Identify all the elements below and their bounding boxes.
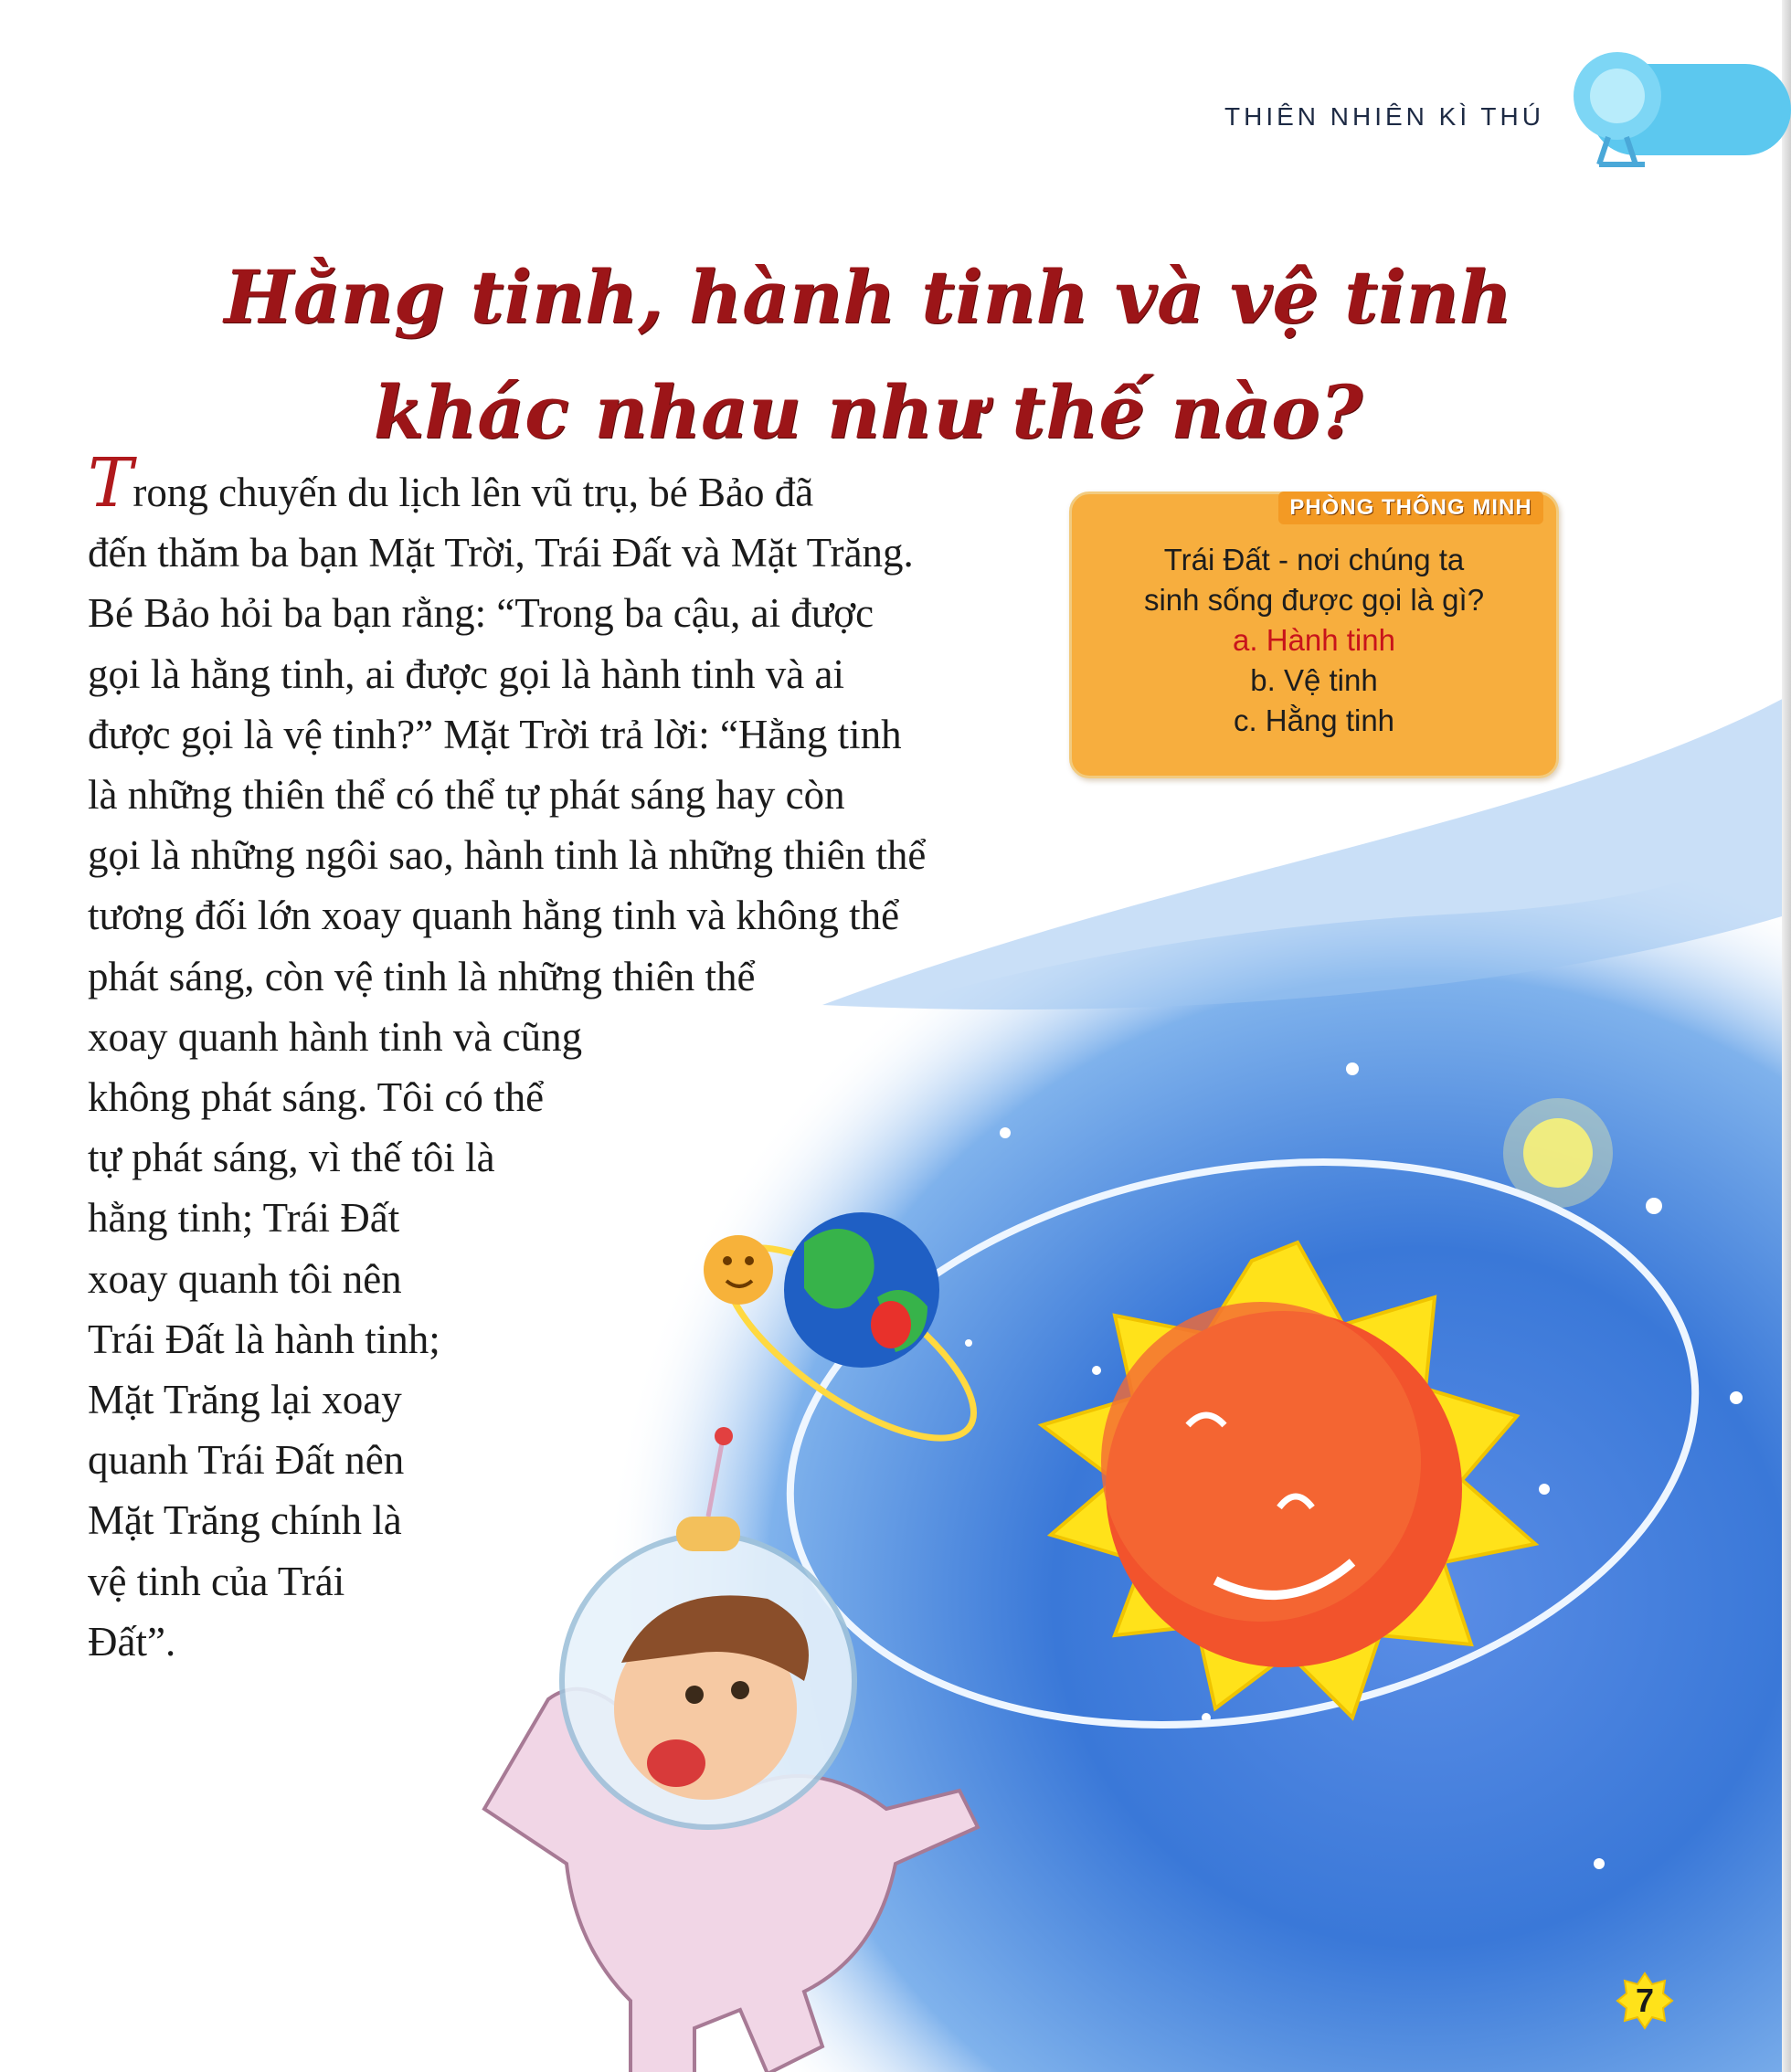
running-header: THIÊN NHIÊN KÌ THÚ bbox=[1224, 102, 1544, 131]
text-line: xoay quanh hành tinh và cũng bbox=[88, 1013, 583, 1060]
quiz-question-line-2: sinh sống được gọi là gì? bbox=[1143, 583, 1485, 617]
text-line: tự phát sáng, vì thế tôi là bbox=[88, 1135, 495, 1181]
quiz-question-line-1: Trái Đất - nơi chúng ta bbox=[1163, 543, 1465, 576]
text-line: Trong chuyến du lịch lên vũ trụ, bé Bảo đã bbox=[88, 444, 814, 523]
drop-cap: T bbox=[88, 444, 133, 523]
page-title-line-2: khác nhau như thế nào? bbox=[373, 369, 1363, 455]
page-title-line-1: Hằng tinh, hành tinh và vệ tinh bbox=[224, 254, 1512, 340]
text-line: Trái Đất là hành tinh; bbox=[88, 1316, 440, 1362]
quiz-option-b: b. Vệ tinh bbox=[1250, 663, 1378, 697]
moon-icon bbox=[704, 1235, 773, 1305]
text-line: được gọi là vệ tinh?” Mặt Trời trả lời: “Hằng tinh bbox=[88, 711, 902, 757]
text-line: vệ tinh của Trái bbox=[88, 1558, 345, 1604]
text-line: phát sáng, còn vệ tinh là những thiên thể bbox=[88, 953, 756, 999]
quiz-option-c: c. Hằng tinh bbox=[1233, 703, 1395, 737]
text-line: hằng tinh; Trái Đất bbox=[88, 1195, 400, 1242]
text-line: đến thăm ba bạn Mặt Trời, Trái Đất và Mặt Trăng. bbox=[88, 530, 914, 576]
text-line: gọi là những ngôi sao, hành tinh là những thiên thể bbox=[88, 832, 927, 879]
sun-icon bbox=[1042, 1242, 1535, 1718]
text-line: tương đối lớn xoay quanh hằng tinh và không thể bbox=[88, 893, 900, 939]
text-line: quanh Trái Đất nên bbox=[88, 1437, 405, 1484]
text-line: xoay quanh tôi nên bbox=[88, 1255, 402, 1302]
page-number: 7 bbox=[1635, 1982, 1655, 2019]
text-line: Bé Bảo hỏi ba bạn rằng: “Trong ba cậu, ai được bbox=[88, 590, 874, 637]
text-line: không phát sáng. Tôi có thể bbox=[88, 1074, 545, 1121]
earth-icon bbox=[784, 1212, 939, 1368]
text-line: Mặt Trăng chính là bbox=[88, 1497, 402, 1544]
text-line: Đất”. bbox=[88, 1618, 176, 1665]
text-line: là những thiên thể có thể tự phát sáng hay còn bbox=[88, 772, 845, 819]
quiz-badge: PHÒNG THÔNG MINH bbox=[1278, 492, 1543, 524]
quiz-option-a: a. Hành tinh bbox=[1233, 623, 1395, 657]
astronaut-icon bbox=[484, 1427, 978, 2072]
text-line: gọi là hằng tinh, ai được gọi là hành tinh và ai bbox=[88, 650, 844, 697]
text-line: Mặt Trăng lại xoay bbox=[88, 1377, 402, 1423]
